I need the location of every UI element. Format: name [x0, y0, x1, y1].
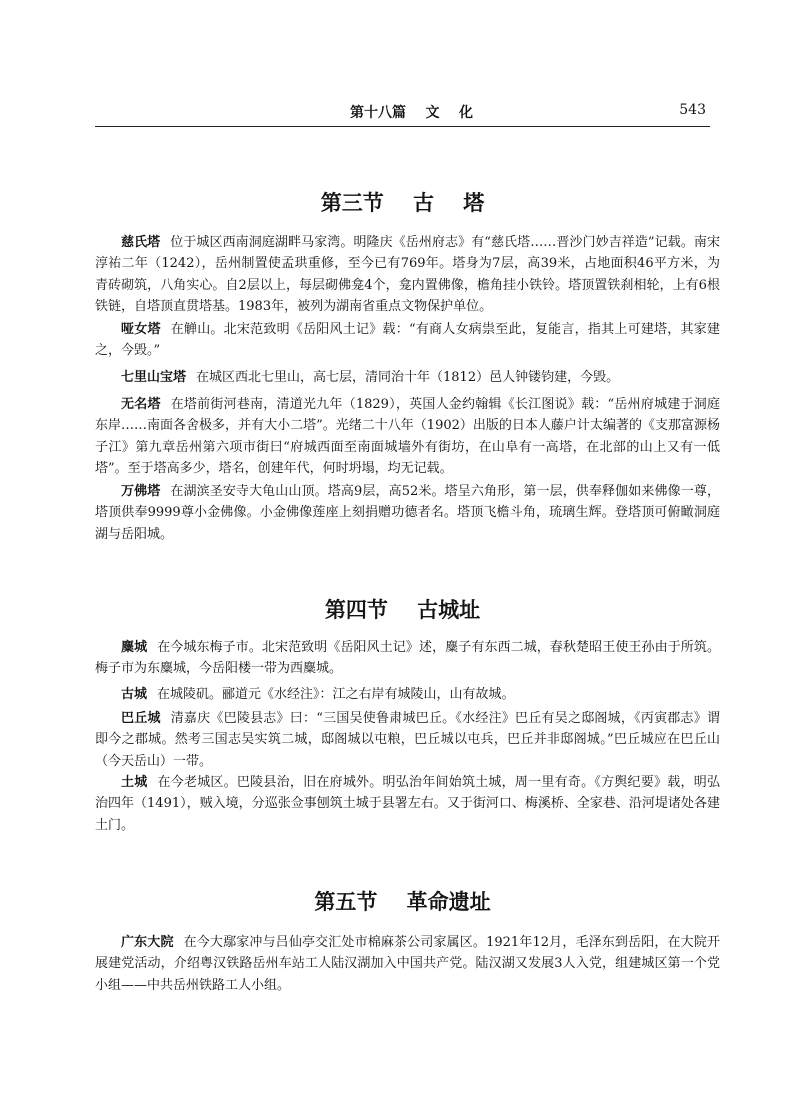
entry-term: 土城: [121, 775, 148, 790]
entry-text: 在湖滨圣安寺大龟山山顶。塔高9层，高52米。塔呈六角形，第一层，供奉释伽如来佛像一尊，塔顶供奉9999尊小金佛像。小金佛像莲座上刻捐赠功德者名。塔顶飞檐斗角，琉璃生辉。登塔顶可俯瞰洞庭湖与岳阳城。: [95, 484, 720, 542]
entry-term: 万佛塔: [121, 484, 161, 499]
entry-text: 在城陵矶。郦道元《水经注》：江之右岸有城陵山，山有故城。: [157, 687, 515, 702]
entry-term: 慈氏塔: [121, 235, 161, 250]
entry-text: 在城区西北七里山，高七层，清同治十年（1812）邑人钟镂钧建，今毁。: [196, 370, 620, 385]
entry-term: 哑女塔: [121, 322, 161, 337]
page-number: 543: [679, 102, 706, 118]
entry-text: 位于城区西南洞庭湖畔马家湾。明隆庆《岳州府志》有“慈氏塔……晋沙门妙吉祥造”记载。南宋淳祐二年（1242），岳州制置使孟珙重修，至今已有769年。塔身为7层，高39米，占地面积46平方米，为青砖砌筑，八角实心。自2层以上，每层砌佛龛4个，龛内置佛像，檐角挂小铁铃。塔顶置铁刹相轮，上有6根铁链，自塔顶直贯塔基。1983年，被列为湖南省重点文物保护单位。: [95, 235, 720, 314]
entry-paragraph: [95, 394, 720, 479]
running-header: [95, 96, 710, 127]
entry-text: 清嘉庆《巴陵县志》曰：“三国吴使鲁肃城巴丘。《水经注》巴丘有吴之邸阁城，《丙寅郡志》谓即今之郡城。然考三国志吴实筑二城，邸阁城以屯粮，巴丘城以屯兵，巴丘并非邸阁城。”巴丘城应在巴丘山（今天岳山）一带。: [95, 711, 720, 769]
entry-paragraph: [95, 684, 720, 705]
entry-term: 古城: [121, 687, 148, 702]
entry-term: 巴丘城: [121, 711, 161, 726]
entry-paragraph: [95, 481, 720, 545]
entry-text: 在今老城区。巴陵县治，旧在府城外。明弘治年间始筑土城，周一里有奇。《方舆纪要》载，明弘治四年（1491），贼入境，分巡张佥事刨筑土城于县署左右。又于街河口、梅溪桥、全家巷、沿河堤诸处各建土门。: [95, 775, 720, 833]
entry-text: 在今城东梅子市。北宋范致明《岳阳风土记》述，麋子有东西二城，春秋楚昭王使王孙由于所筑。梅子市为东麋城，今岳阳楼一带为西麋城。: [95, 640, 720, 677]
entry-paragraph: [95, 637, 720, 680]
entry-text: 在觯山。北宋范致明《岳阳风土记》载：“有商人女病祟至此，复能言，指其上可建塔，其家建之，今毁。”: [95, 322, 720, 359]
chapter-title: 第十八篇 文 化: [350, 105, 473, 121]
entry-paragraph: [95, 319, 720, 362]
entry-paragraph: [95, 932, 720, 996]
entry-paragraph: [95, 708, 720, 772]
entry-paragraph: [95, 772, 720, 836]
section-title-ancient-pagodas: 第三节 古 塔: [320, 191, 485, 215]
entry-text: 在塔前街河巷南，清道光九年（1829），英国人金约翰辑《长江图说》载：“岳州府城建于洞庭东岸……南面各舍极多，并有大小二塔”。光绪二十八年（1902）出版的日本人藤户计太编著的《支那富源杨子江》第九章岳州第六项市街曰“府城西面至南面城墙外有街坊，在山阜有一高塔，在北部的山上又有一低塔”。至于塔高多少，塔名，创建年代，何时坍塌，均无记载。: [95, 397, 720, 476]
entry-paragraph: [95, 367, 720, 388]
entry-term: 七里山宝塔: [121, 370, 187, 385]
entry-term: 无名塔: [121, 397, 161, 412]
entry-term: 麋城: [121, 640, 148, 655]
entry-text: 在今大鄢家冲与吕仙亭交汇处市棉麻茶公司家属区。1921年12月，毛泽东到岳阳，在大院开展建党活动，介绍粤汉铁路岳州车站工人陆汉湖加入中国共产党。陆汉湖又发展3人入党，组建城区第一个党小组——中共岳州铁路工人小组。: [95, 935, 720, 993]
entry-paragraph: [95, 232, 720, 317]
section-title-ancient-city-sites: 第四节 古城址: [324, 598, 481, 622]
section-title-revolutionary-sites: 第五节 革命遗址: [314, 890, 491, 914]
entry-term: 广东大院: [121, 935, 174, 950]
